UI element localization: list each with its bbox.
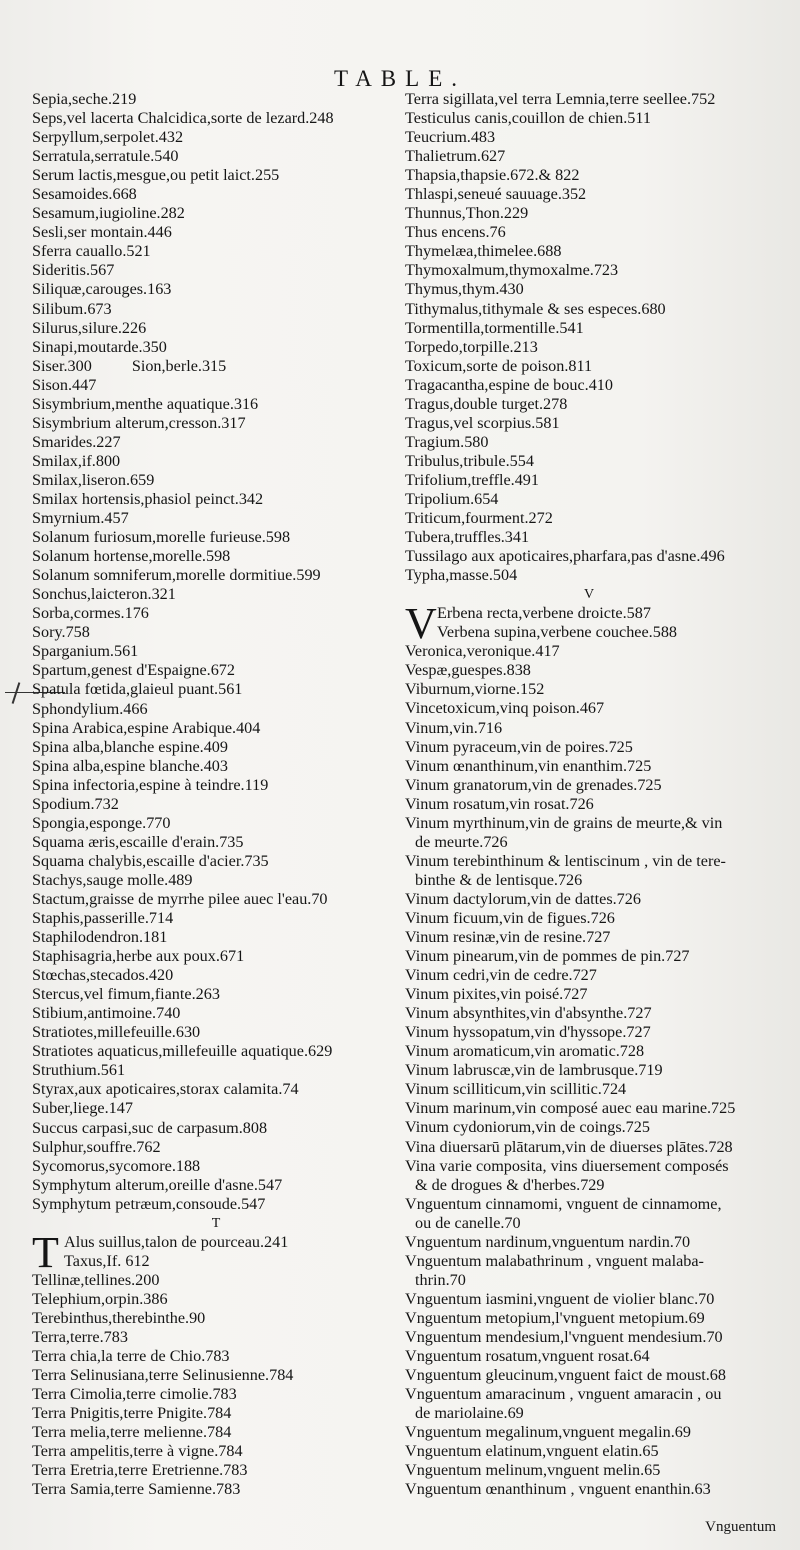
index-entry: Vnguentum elatinum,vnguent elatin.65: [405, 1442, 659, 1461]
index-entry: Taxus,If. 612: [64, 1251, 150, 1270]
index-entry: Tribulus,tribule.554: [405, 451, 534, 470]
index-entry: Tussilago aux apoticaires,pharfara,pas d'asne.496: [405, 547, 725, 566]
index-entry: Vnguentum mendesium,l'vnguent mendesium.70: [405, 1328, 723, 1346]
index-entry: Thalietrum.627: [405, 147, 506, 166]
index-entry: Thus encens.76: [405, 223, 506, 242]
index-entry: Smyrnium.457: [32, 509, 129, 528]
index-entry: Thymelæa,thimelee.688: [405, 242, 562, 261]
index-entry: Terebinthus,therebinthe.90: [32, 1308, 206, 1327]
index-entry: Tubera,truffles.341: [405, 528, 530, 547]
index-entry: Smarides.227: [32, 432, 121, 451]
index-entry: Spina alba,blanche espine.409: [32, 737, 228, 756]
index-entry: Spodium.732: [32, 794, 119, 813]
index-entry: Thymoxalmum,thymoxalme.723: [405, 261, 619, 280]
index-entry: Vinum,vin.716: [405, 718, 503, 737]
index-entry: Stœchas,stecados.420: [32, 966, 174, 985]
index-entry: Vnguentum cinnamomi, vnguent de cinnamome,: [405, 1194, 722, 1213]
index-entry: Stachys,sauge molle.489: [32, 870, 193, 889]
index-entry: Thapsia,thapsie.672.& 822: [405, 166, 580, 185]
index-entry: Tellinæ,tellines.200: [32, 1270, 160, 1289]
index-entry: Vinum terebinthinum & lentiscinum , vin de tere-: [405, 851, 726, 870]
index-entry: Stactum,graisse de myrrhe pilee auec l'eau.70: [32, 889, 328, 908]
index-entry: Vinum dactylorum,vin de dattes.726: [405, 889, 641, 908]
index-entry: Toxicum,sorte de poison.811: [405, 356, 593, 375]
index-entry: Staphisagria,herbe aux poux.671: [32, 947, 245, 966]
index-entry: Vinum rosatum,vin rosat.726: [405, 794, 594, 813]
index-entry: Viburnum,viorne.152: [405, 680, 545, 699]
index-entry: Thunnus,Thon.229: [405, 204, 529, 223]
index-entry: Squama chalybis,escaille d'acier.735: [32, 851, 269, 870]
index-entry: Vnguentum metopium,l'vnguent metopium.69: [405, 1308, 705, 1327]
index-entry: Spina Arabica,espine Arabique.404: [32, 718, 261, 737]
index-entry: Veronica,veronique.417: [405, 642, 560, 661]
index-entry: Vinum myrthinum,vin de grains de meurte,& vin: [405, 813, 723, 832]
index-entry: Sisymbrium,menthe aquatique.316: [32, 394, 259, 413]
index-entry: Testiculus canis,couillon de chien.511: [405, 109, 651, 128]
index-entry: Solanum hortense,morelle.598: [32, 547, 231, 566]
index-entry: Suber,liege.147: [32, 1099, 133, 1118]
index-entry-continuation: binthe & de lentisque.726: [415, 870, 583, 889]
index-entry: Symphytum alterum,oreille d'asne.547: [32, 1175, 283, 1194]
index-entry: Solanum furiosum,morelle furieuse.598: [32, 528, 291, 547]
index-entry: Vinum marinum,vin composé auec eau marine.725: [405, 1099, 736, 1118]
index-entry: Spongia,esponge.770: [32, 813, 171, 832]
index-entry: Tragium.580: [405, 432, 489, 451]
index-entry: Solanum somniferum,morelle dormitiue.599: [32, 566, 321, 585]
index-entry: Spatula fœtida,glaieul puant.561: [32, 680, 243, 699]
index-entry: Vinum absynthites,vin d'absynthe.727: [405, 1004, 652, 1023]
index-entry-continuation: de meurte.726: [415, 832, 508, 851]
page-header: TABLE.: [333, 66, 466, 91]
index-entry: Terra ampelitis,terre à vigne.784: [32, 1442, 243, 1461]
index-entry: Spina alba,espine blanche.403: [32, 756, 228, 775]
index-entry: Sepia,seche.219: [32, 90, 137, 108]
right-v-entries-2: [405, 890, 773, 1157]
index-entry: Thymus,thym.430: [405, 280, 524, 299]
index-entry: Vinum cedri,vin de cedre.727: [405, 966, 597, 985]
index-entry: Sparganium.561: [32, 642, 139, 661]
index-entry: Sesamum,iugioline.282: [32, 204, 185, 223]
index-entry: Staphis,passerille.714: [32, 909, 174, 928]
index-entry: Smilax hortensis,phasiol peinct.342: [32, 489, 264, 508]
left-column: [32, 90, 400, 1499]
index-entry: Stratiotes,millefeuille.630: [32, 1023, 201, 1042]
index-entry-continuation: & de drogues & d'herbes.729: [415, 1175, 605, 1194]
catchword: Vnguentum: [705, 1519, 776, 1535]
index-entry: Typha,masse.504: [405, 566, 518, 585]
index-entry: Vnguentum rosatum,vnguent rosat.64: [405, 1347, 650, 1366]
index-entry: Terra Eretria,terre Eretrienne.783: [32, 1461, 248, 1480]
index-entry: Vnguentum iasmini,vnguent de violier blanc.70: [405, 1289, 715, 1308]
index-entry: Stratiotes aquaticus,millefeuille aquatique.629: [32, 1042, 333, 1061]
index-entry: Serpyllum,serpolet.432: [32, 128, 184, 147]
index-entry: Sonchus,laicteron.321: [32, 585, 176, 604]
index-entry: Vnguentum megalinum,vnguent megalin.69: [405, 1423, 691, 1442]
left-t-entries: [32, 1271, 400, 1500]
index-entry: Staphilodendron.181: [32, 928, 168, 947]
index-entry: Teucrium.483: [405, 128, 496, 147]
index-entry: Trifolium,treffle.491: [405, 470, 539, 489]
index-entry: Smilax,if.800: [32, 451, 121, 470]
index-entry: Vinum labruscæ,vin de lambrusque.719: [405, 1061, 663, 1080]
right-t-entries: [405, 90, 773, 585]
index-entry: Terra Cimolia,terre cimolie.783: [32, 1385, 237, 1404]
right-v-entries-5: [405, 1423, 773, 1499]
index-entry: Vincetoxicum,vinq poison.467: [405, 699, 605, 718]
index-entry: Tragus,vel scorpius.581: [405, 413, 560, 432]
dropcap-t: T: [32, 1227, 59, 1277]
index-entry: Sesli,ser montain.446: [32, 223, 172, 242]
index-entry: Sideritis.567: [32, 261, 115, 280]
index-entry: Stercus,vel fimum,fiante.263: [32, 985, 220, 1004]
index-entry: Succus carpasi,suc de carpasum.808: [32, 1118, 268, 1137]
index-entry: Sorba,cormes.176: [32, 604, 149, 623]
index-entry: Sycomorus,sycomore.188: [32, 1156, 201, 1175]
index-entry: Stibium,antimoine.740: [32, 1004, 181, 1023]
index-entry: Vinum pixites,vin poisé.727: [405, 985, 588, 1004]
index-entry: Vnguentum amaracinum , vnguent amaracin , ou: [405, 1385, 722, 1404]
index-entry: Vinum œnanthinum,vin enanthim.725: [405, 756, 652, 775]
index-entry: Sisymbrium alterum,cresson.317: [32, 413, 246, 432]
left-s-entries: [32, 90, 400, 1214]
index-entry: Terra sigillata,vel terra Lemnia,terre seellee.752: [405, 90, 716, 108]
index-entry: Sferra cauallo.521: [32, 242, 151, 261]
index-entry: [32, 357, 400, 376]
right-v-entries-3: [405, 1233, 773, 1252]
index-entry: Vnguentum œnanthinum , vnguent enanthin.63: [405, 1480, 711, 1499]
index-entry: Tragus,double turget.278: [405, 394, 568, 413]
right-column: [405, 90, 773, 1499]
index-entry: Telephium,orpin.386: [32, 1289, 168, 1308]
index-entry: Terra melia,terre melienne.784: [32, 1423, 232, 1442]
index-entry-continuation: ou de canelle.70: [415, 1213, 521, 1232]
index-entry: Terra,terre.783: [32, 1328, 128, 1346]
index-entry: Sison.447: [32, 375, 97, 394]
index-entry: Sesamoides.668: [32, 185, 137, 204]
index-entry: Symphytum petræum,consoude.547: [32, 1194, 266, 1213]
index-entry: Vinum ficuum,vin de figues.726: [405, 908, 615, 927]
index-entry: Vinum cydoniorum,vin de coings.725: [405, 1118, 650, 1137]
dropcap-block-v: [405, 599, 773, 649]
index-entry: Sphondylium.466: [32, 699, 148, 718]
index-entry: Serum lactis,mesgue,ou petit laict.255: [32, 166, 280, 185]
section-letter-t: T: [211, 1215, 221, 1231]
index-entry: Erbena recta,verbene droicte.587: [437, 604, 651, 623]
index-entry: Seps,vel lacerta Chalcidica,sorte de lezard.248: [32, 109, 334, 128]
index-entry: Tragacantha,espine de bouc.410: [405, 375, 613, 394]
index-entry: Silurus,silure.226: [32, 318, 147, 337]
index-entry: Vinum scilliticum,vin scillitic.724: [405, 1080, 627, 1099]
index-entry: Vespæ,guespes.838: [405, 661, 531, 680]
index-entry: Spartum,genest d'Espaigne.672: [32, 661, 235, 680]
right-v-entries-1: [405, 642, 773, 813]
index-entry: Tithymalus,tithymale & ses especes.680: [405, 299, 666, 318]
index-entry: Struthium.561: [32, 1061, 126, 1080]
index-entry: Vina varie composita, vins diuersement composés: [405, 1156, 729, 1175]
index-entry-continuation: thrin.70: [415, 1270, 466, 1289]
dropcap-block-t: [32, 1227, 400, 1277]
index-entry: Siliquæ,carouges.163: [32, 280, 172, 299]
index-entry: Squama æris,escaille d'erain.735: [32, 832, 244, 851]
right-v-entries-4: [405, 1290, 773, 1385]
index-entry: Sory.758: [32, 623, 90, 642]
index-entry: Vinum granatorum,vin de grenades.725: [405, 775, 662, 794]
index-entry: Vinum aromaticum,vin aromatic.728: [405, 1042, 645, 1061]
section-letter-v: V: [583, 587, 595, 603]
index-entry: Terra Selinusiana,terre Selinusienne.784: [32, 1366, 294, 1385]
index-entry: Vnguentum melinum,vnguent melin.65: [405, 1461, 661, 1480]
index-entry: Vnguentum nardinum,vnguentum nardin.70: [405, 1232, 691, 1251]
index-entry: Vinum pinearum,vin de pommes de pin.727: [405, 947, 690, 966]
index-entry: Vinum pyraceum,vin de poires.725: [405, 737, 633, 756]
index-entry: Terra chia,la terre de Chio.783: [32, 1347, 230, 1366]
index-entry: Serratula,serratule.540: [32, 147, 179, 166]
index-entry: Smilax,liseron.659: [32, 470, 155, 489]
index-entry: Tormentilla,tormentille.541: [405, 318, 584, 337]
index-entry: Tripolium.654: [405, 489, 499, 508]
index-entry: Silibum.673: [32, 299, 112, 318]
index-entry: Terra Pnigitis,terre Pnigite.784: [32, 1404, 232, 1423]
index-entry: Alus suillus,talon de pourceau.241: [64, 1232, 289, 1251]
index-entry: Torpedo,torpille.213: [405, 337, 538, 356]
index-entry: Vina diuersarū plātarum,vin de diuerses plātes.728: [405, 1137, 733, 1156]
index-entry: Vnguentum gleucinum,vnguent faict de moust.68: [405, 1366, 726, 1385]
index-entry: Vinum hyssopatum,vin d'hyssope.727: [405, 1023, 651, 1042]
index-entry: Triticum,fourment.272: [405, 509, 553, 528]
index-entry: Sinapi,moutarde.350: [32, 337, 167, 356]
index-entry: Sulphur,souffre.762: [32, 1137, 161, 1156]
index-entry-text: Siser.300: [32, 356, 92, 375]
index-entry: Terra Samia,terre Samienne.783: [32, 1480, 241, 1499]
index-entry-continuation: de mariolaine.69: [415, 1404, 524, 1423]
index-entry: Vnguentum malabathrinum , vnguent malaba-: [405, 1251, 704, 1270]
index-entry: Vinum resinæ,vin de resine.727: [405, 928, 611, 947]
index-entry-inline: Sion,berle.315: [131, 356, 227, 375]
index-entry: Thlaspi,seneué sauuage.352: [405, 185, 587, 204]
index-entry: Spina infectoria,espine à teindre.119: [32, 775, 269, 794]
dropcap-v: V: [405, 599, 437, 649]
index-entry: Styrax,aux apoticaires,storax calamita.74: [32, 1080, 299, 1099]
index-entry: Verbena supina,verbene couchee.588: [437, 623, 678, 642]
